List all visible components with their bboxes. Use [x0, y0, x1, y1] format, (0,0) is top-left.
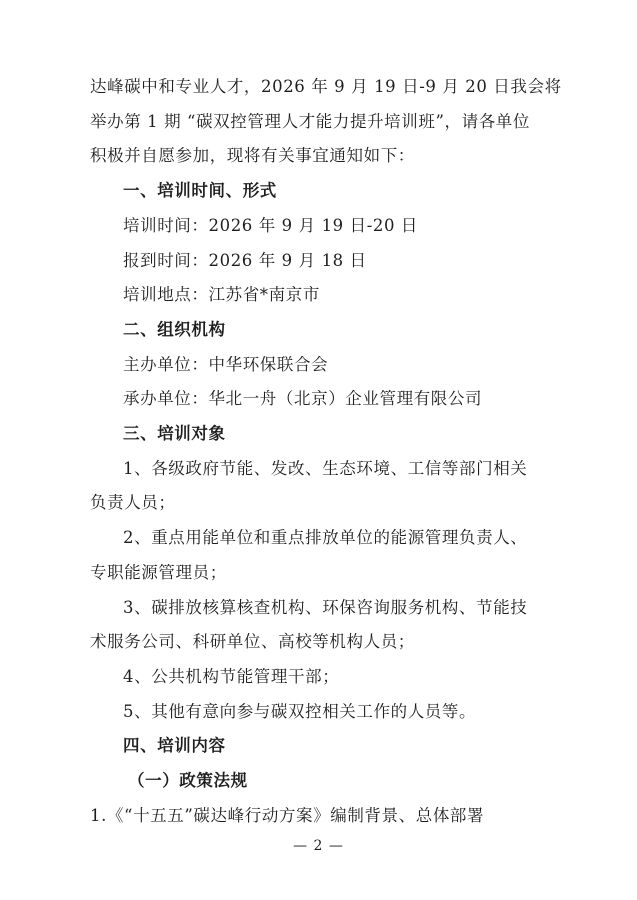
target-item-3-line-2: 术服务公司、科研单位、高校等机构人员； — [90, 632, 415, 652]
registration-time: 报到时间：2026 年 9 月 18 日 — [123, 250, 367, 270]
organizer-company: 承办单位：华北一舟（北京）企业管理有限公司 — [123, 389, 483, 409]
target-item-3-line-1: 3、碳排放核算核查机构、环保咨询服务机构、节能技 — [123, 597, 528, 617]
intro-line-1: 达峰碳中和专业人才，2026 年 9 月 19 日-9 月 20 日我会将 — [90, 77, 562, 96]
section1-heading: 一、培训时间、形式 — [123, 181, 277, 201]
training-time: 培训时间：2026 年 9 月 19 日-20 日 — [123, 215, 419, 235]
target-item-1-line-2: 负责人员； — [90, 493, 176, 513]
host-organization: 主办单位：中华环保联合会 — [123, 354, 329, 374]
section3-heading: 三、培训对象 — [123, 424, 226, 443]
intro-line-2: 举办第 1 期 “碳双控管理人才能力提升培训班”，请各单位 — [90, 111, 531, 131]
section4-subheading: （一）政策法规 — [128, 771, 248, 790]
intro-line-3: 积极并自愿参加，现将有关事宜通知如下： — [90, 146, 415, 166]
target-item-2-line-1: 2、重点用能单位和重点排放单位的能源管理负责人、 — [123, 528, 528, 548]
page-number: — 2 — — [293, 838, 344, 854]
section2-heading: 二、组织机构 — [123, 319, 226, 339]
training-location: 培训地点：江苏省*南京市 — [123, 285, 320, 305]
target-item-2-line-2: 专职能源管理员； — [90, 562, 227, 582]
target-item-1-line-1: 1、各级政府节能、发改、生态环境、工信等部门相关 — [123, 458, 528, 478]
target-item-4: 4、公共机构节能管理干部； — [123, 666, 340, 686]
target-item-5: 5、其他有意向参与碳双控相关工作的人员等。 — [123, 701, 477, 721]
section4-heading: 四、培训内容 — [123, 736, 226, 756]
content-item-1: 1.《“十五五”碳达峰行动方案》编制背景、总体部署 — [90, 805, 485, 825]
